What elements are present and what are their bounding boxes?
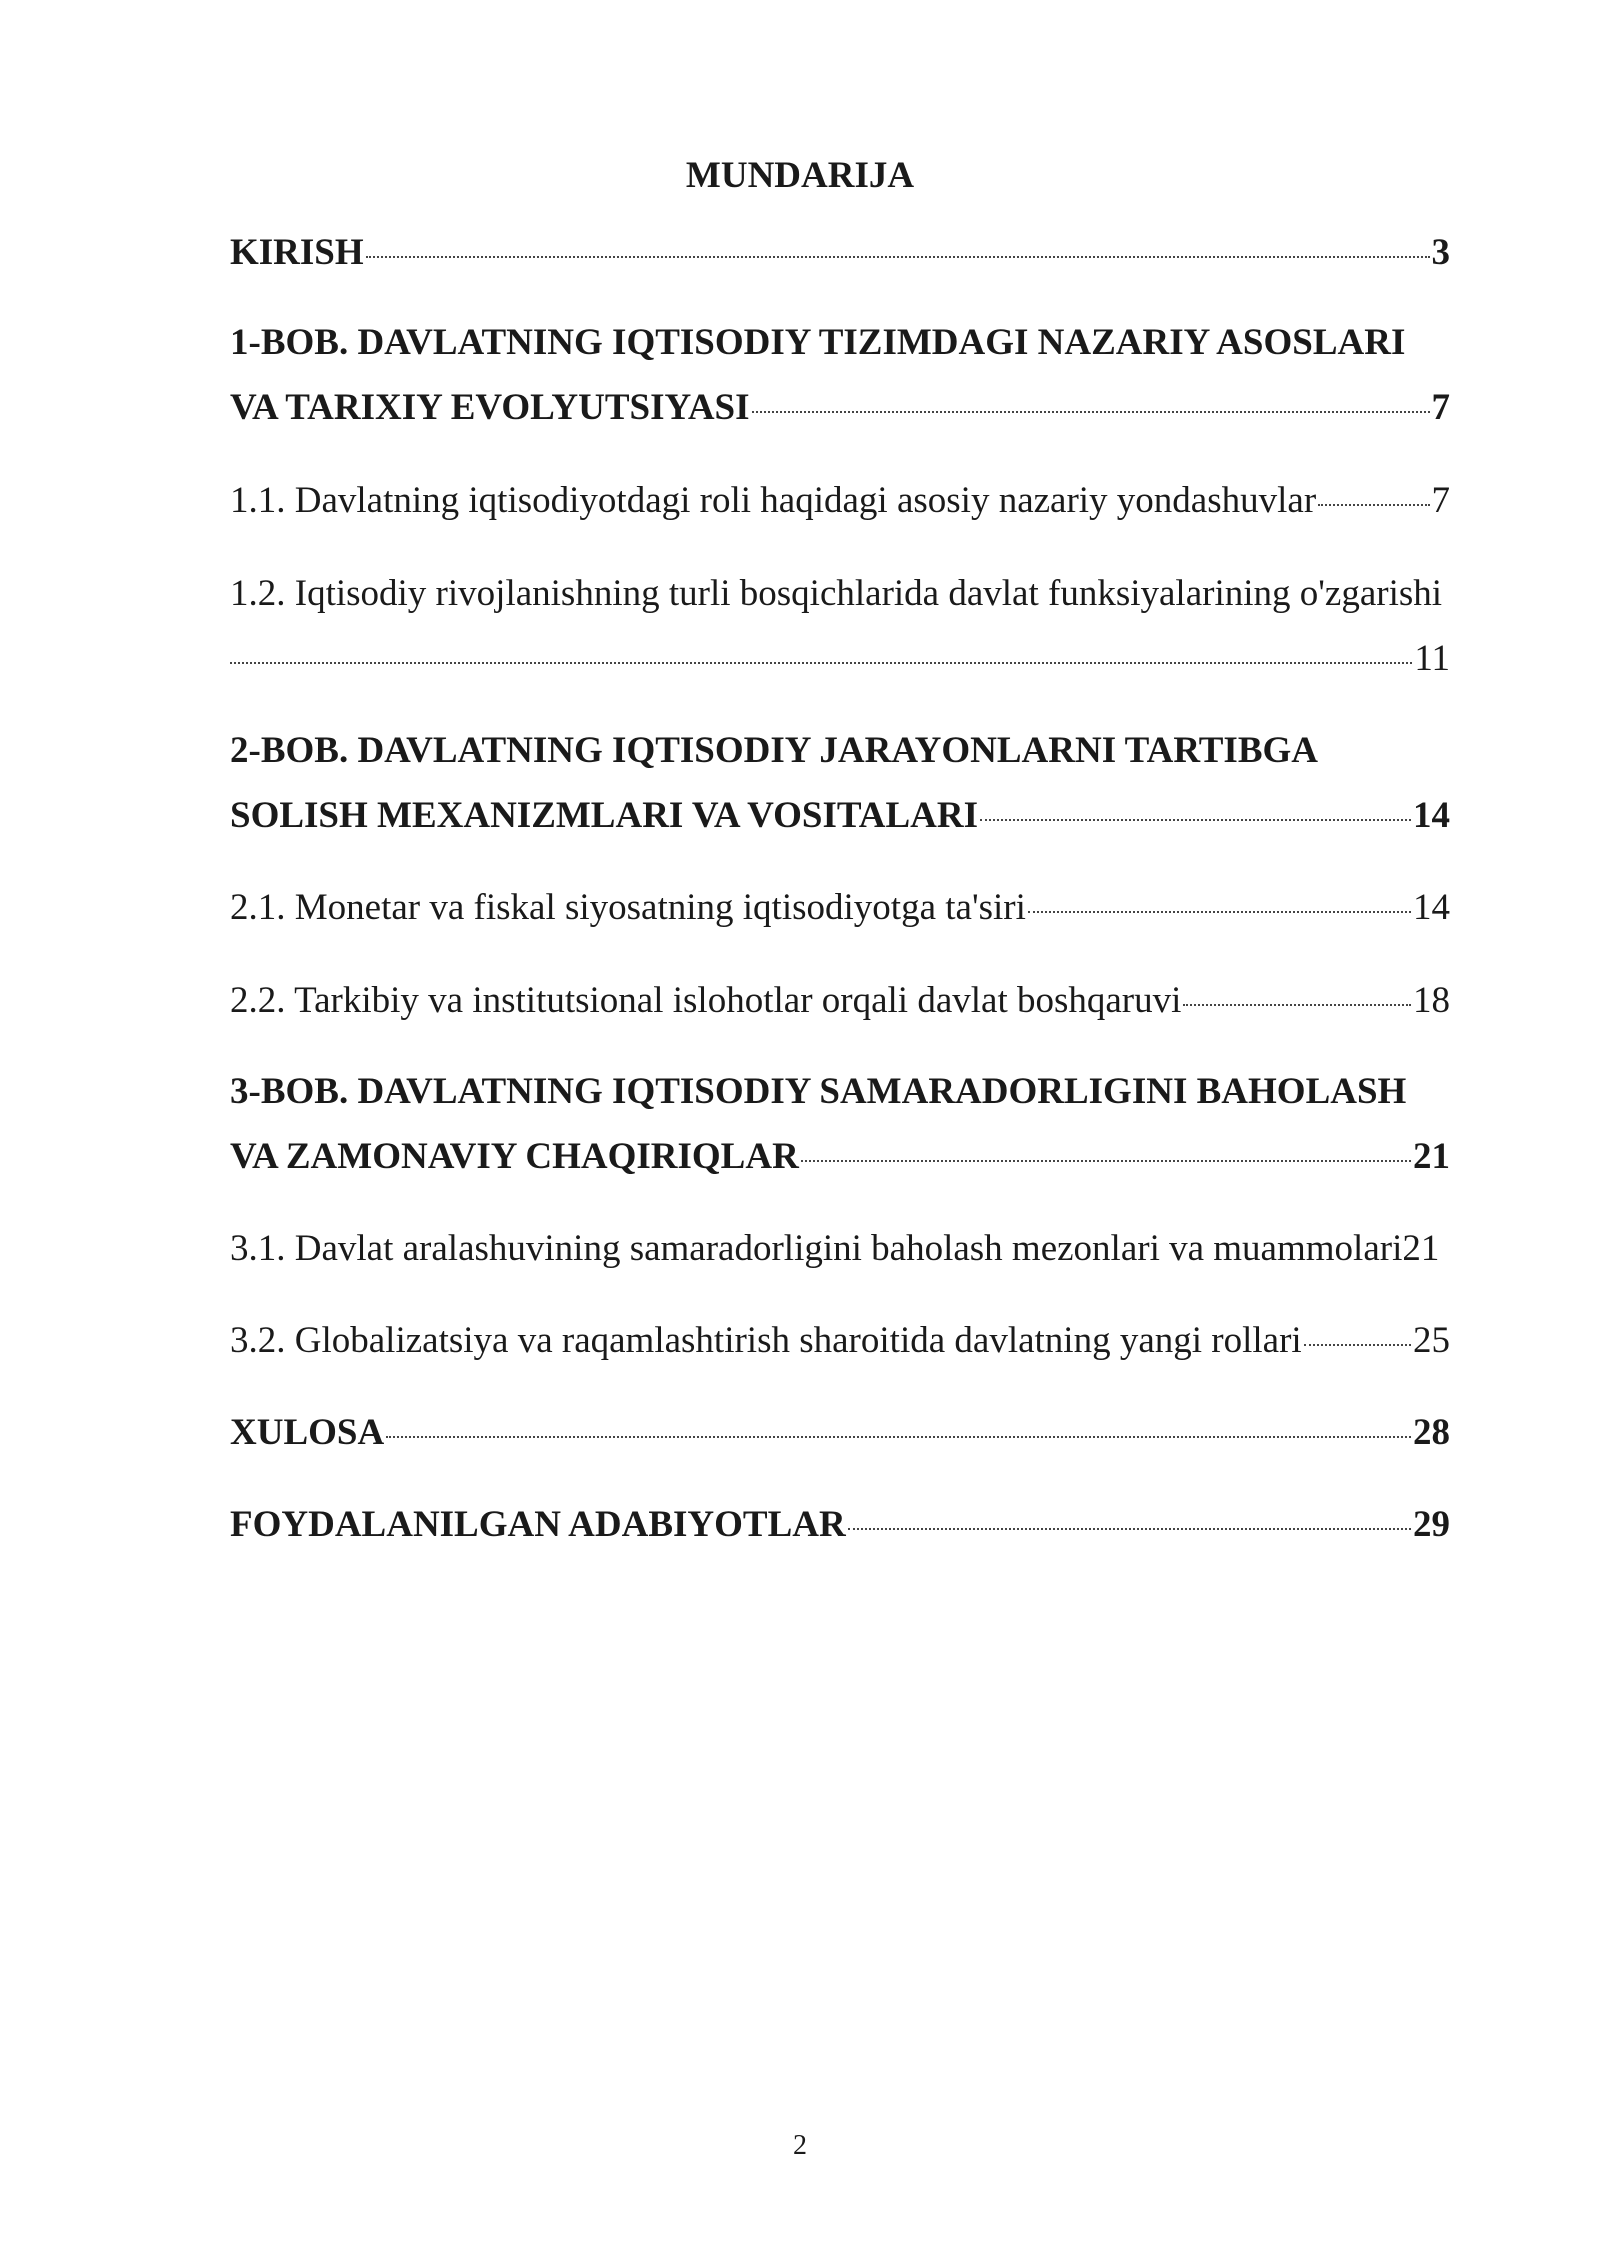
toc-entry-references[interactable] — [230, 1492, 1450, 1557]
dot-leader — [230, 662, 1412, 664]
toc-entry-introduction[interactable] — [230, 220, 1450, 285]
toc-entry-title-line-1: 3-BOB. DAVLATNING IQTISODIY SAMARADORLIGINI BAHOLASH — [230, 1071, 1407, 1112]
toc-entry-title-line-1: 1-BOB. DAVLATNING IQTISODIY TIZIMDAGI NAZARIY ASOSLARI — [230, 322, 1406, 363]
dot-leader — [366, 256, 1430, 258]
dot-leader — [1183, 1004, 1411, 1006]
toc-entry-section-1-2[interactable] — [230, 561, 1450, 691]
toc-entry-title: 3.1. Davlat aralashuvining samaradorligini baholash mezonlari va muammolari — [230, 1228, 1403, 1269]
dot-leader — [801, 1160, 1411, 1162]
dot-leader — [980, 819, 1411, 821]
toc-entry-title-line-1: 1.2. Iqtisodiy rivojlanishning turli bosqichlarida davlat funksiyalarining o'zgarishi — [230, 573, 1443, 614]
toc-entry-page: 7 — [1431, 387, 1450, 428]
toc-entry-page: 18 — [1413, 980, 1450, 1021]
toc-entry-title-line-2: VA TARIXIY EVOLYUTSIYASI — [230, 387, 750, 428]
toc-entry-page: 11 — [1414, 638, 1450, 679]
toc-entry-page: 25 — [1413, 1320, 1450, 1361]
toc-entry-page: 21 — [1413, 1136, 1450, 1177]
toc-entry-title: KIRISH — [230, 232, 364, 273]
toc-entry-section-2-2[interactable] — [230, 968, 1450, 1033]
page-number: 2 — [793, 2130, 807, 2161]
toc-entry-section-1-1[interactable] — [230, 468, 1450, 533]
toc-heading: MUNDARIJA — [685, 155, 915, 196]
dot-leader — [1318, 504, 1429, 506]
toc-entry-page: 21 — [1402, 1228, 1440, 1269]
toc-entry-title-line-1: 2-BOB. DAVLATNING IQTISODIY JARAYONLARNI TARTIBGA — [230, 730, 1319, 771]
toc-entry-title: XULOSA — [230, 1412, 385, 1453]
dot-leader — [1028, 911, 1411, 913]
toc-entry-chapter-3[interactable] — [230, 1059, 1450, 1189]
dot-leader — [386, 1436, 1411, 1438]
toc-entry-section-3-2[interactable] — [230, 1308, 1450, 1373]
toc-entry-title-line-2: SOLISH MEXANIZMLARI VA VOSITALARI — [230, 795, 979, 836]
toc-entry-page: 29 — [1413, 1504, 1450, 1545]
dot-leader — [752, 411, 1430, 413]
toc-entry-title: 2.2. Tarkibiy va institutsional islohotlar orqali davlat boshqaruvi — [230, 980, 1182, 1021]
toc-entry-title: 3.2. Globalizatsiya va raqamlashtirish sharoitida davlatning yangi rollari — [230, 1320, 1302, 1361]
toc-entry-title-line-2: VA ZAMONAVIY CHAQIRIQLAR — [230, 1136, 799, 1177]
toc-entry-page: 28 — [1413, 1412, 1450, 1453]
dot-leader — [1304, 1344, 1411, 1346]
toc-entry-title: 2.1. Monetar va fiskal siyosatning iqtisodiyotga ta'siri — [230, 887, 1026, 928]
toc-entry-page: 7 — [1431, 480, 1450, 521]
toc-entry-conclusion[interactable] — [230, 1400, 1450, 1465]
toc-entry-page: 14 — [1413, 887, 1450, 928]
toc-entry-chapter-1[interactable] — [230, 310, 1450, 440]
toc-entry-page: 14 — [1413, 795, 1450, 836]
dot-leader — [848, 1528, 1411, 1530]
toc-entry-page: 3 — [1431, 232, 1450, 273]
toc-entry-chapter-2[interactable] — [230, 718, 1450, 848]
toc-entry-title: FOYDALANILGAN ADABIYOTLAR — [230, 1504, 846, 1545]
toc-entry-title: 1.1. Davlatning iqtisodiyotdagi roli haqidagi asosiy nazariy yondashuvlar — [230, 480, 1317, 521]
toc-entry-section-3-1[interactable] — [230, 1216, 1450, 1281]
toc-entry-section-2-1[interactable] — [230, 875, 1450, 940]
